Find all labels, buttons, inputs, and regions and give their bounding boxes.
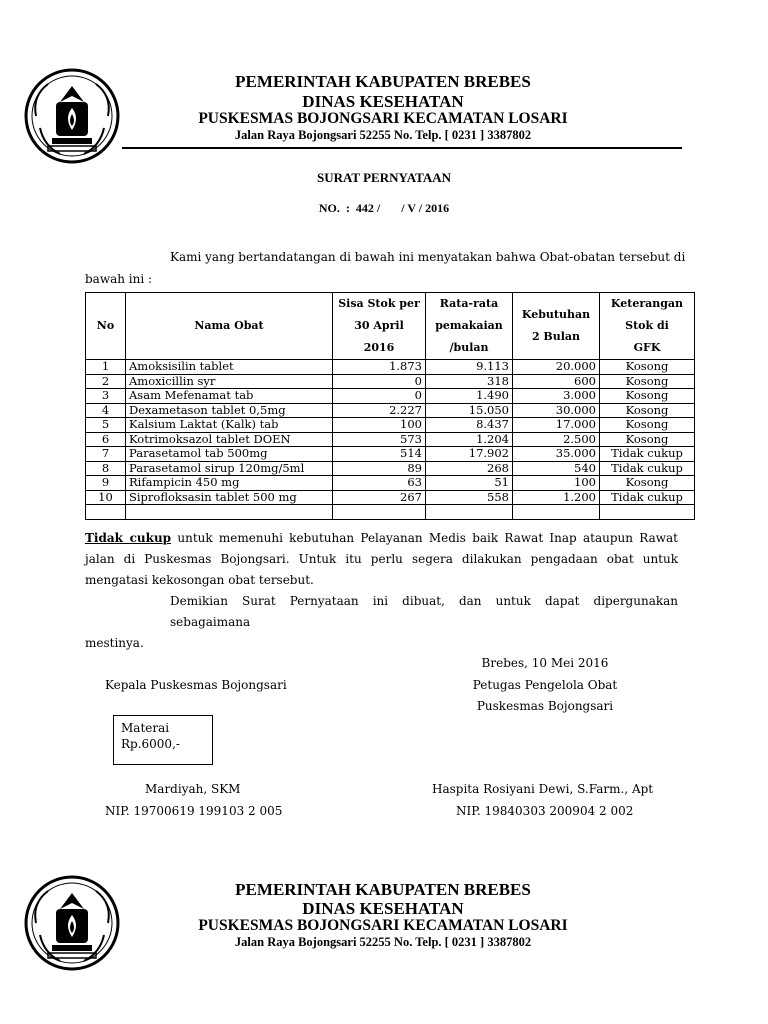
header-nama: Nama Obat: [126, 293, 333, 360]
cell-keb: 20.000: [513, 360, 600, 375]
left-signer-name: Mardiyah, SKM: [145, 782, 241, 796]
doc-number: NO. : 442 / / V / 2016: [318, 201, 450, 215]
tidak-cukup-lead: Tidak cukup: [85, 531, 172, 545]
kop-line-3: PUSKESMAS BOJONGSARI KECAMATAN LOSARI: [198, 917, 568, 934]
cell-keb: 30.000: [513, 403, 600, 418]
cell-rata: 268: [426, 461, 513, 476]
cell-ket: Kosong: [600, 360, 695, 375]
cell-nama: Rifampicin 450 mg: [126, 476, 333, 491]
kop-line-1: PEMERINTAH KABUPATEN BREBES: [235, 72, 531, 91]
cell-nama: Dexametason tablet 0,5mg: [126, 403, 333, 418]
cell-no: 6: [86, 432, 126, 447]
cell-rata: 318: [426, 374, 513, 389]
table-row: [86, 374, 695, 389]
cell-rata: 15.050: [426, 403, 513, 418]
kop-line-4: Jalan Raya Bojongsari 52255 No. Telp. [ 0231 ] 3387802: [234, 935, 532, 949]
left-signer-nip: NIP. 19700619 199103 2 005: [105, 804, 283, 818]
cell-rata: 558: [426, 490, 513, 505]
cell-keb: 17.000: [513, 418, 600, 433]
cell-empty: [426, 505, 513, 520]
cell-empty: [126, 505, 333, 520]
cell-nama: Kalsium Laktat (Kalk) tab: [126, 418, 333, 433]
cell-nama: Amoxicillin syr: [126, 374, 333, 389]
cell-ket: Kosong: [600, 403, 695, 418]
header-keterangan: Keterangan Stok di GFK: [600, 293, 695, 360]
table-row: [86, 360, 695, 375]
cell-sisa: 514: [333, 447, 426, 462]
header-rule: [122, 147, 682, 149]
table-body: [86, 360, 695, 520]
table-row: [86, 476, 695, 491]
cell-sisa: 267: [333, 490, 426, 505]
cell-keb: 35.000: [513, 447, 600, 462]
table-row-empty: [86, 505, 695, 520]
table-row: [86, 490, 695, 505]
cell-sisa: 0: [333, 389, 426, 404]
cell-ket: Kosong: [600, 476, 695, 491]
materai-box: [113, 715, 213, 765]
paragraph-1: Tidak cukup untuk memenuhi kebutuhan Pelayanan Medis baik Rawat Inap ataupun Rawat jalan di Puskesmas Bojongsari. Untuk itu perlu segera dilakukan pengadaan obat untuk mengatasi kekosongan obat tersebut.: [85, 528, 678, 591]
cell-no: 1: [86, 360, 126, 375]
paragraph-2: [85, 591, 678, 654]
cell-nama: Kotrimoksazol tablet DOEN: [126, 432, 333, 447]
cell-nama: Siprofloksasin tablet 500 mg: [126, 490, 333, 505]
cell-no: 5: [86, 418, 126, 433]
cell-empty: [513, 505, 600, 520]
kop-line-1: PEMERINTAH KABUPATEN BREBES: [235, 880, 531, 899]
cell-rata: 1.490: [426, 389, 513, 404]
paragraph-2-line-1: Demikian Surat Pernyataan ini dibuat, dan untuk dapat dipergunakan sebagaimana: [170, 594, 678, 629]
cell-rata: 9.113: [426, 360, 513, 375]
header-rata: Rata-rata pemakaian /bulan: [426, 293, 513, 360]
paragraph-1-line-2: jalan di Puskesmas Bojongsari. Untuk itu perlu segera dilakukan pengadaan obat untuk: [85, 552, 678, 566]
cell-sisa: 1.873: [333, 360, 426, 375]
table-header-row: [86, 293, 695, 360]
place-date: Brebes, 10 Mei 2016: [481, 656, 609, 670]
cell-no: 10: [86, 490, 126, 505]
cell-nama: Amoksisilin tablet: [126, 360, 333, 375]
materai-label: Materai: [121, 721, 170, 735]
right-signer-nip: NIP. 19840303 200904 2 002: [456, 804, 634, 818]
cell-nama: Parasetamol tab 500mg: [126, 447, 333, 462]
cell-sisa: 63: [333, 476, 426, 491]
cell-sisa: 2.227: [333, 403, 426, 418]
cell-nama: Parasetamol sirup 120mg/5ml: [126, 461, 333, 476]
cell-keb: 1.200: [513, 490, 600, 505]
cell-no: 3: [86, 389, 126, 404]
cell-no: 9: [86, 476, 126, 491]
right-signer-title-2: Puskesmas Bojongsari: [476, 699, 614, 713]
cell-empty: [333, 505, 426, 520]
table-row: [86, 432, 695, 447]
cell-ket: Kosong: [600, 418, 695, 433]
cell-rata: 51: [426, 476, 513, 491]
paragraph-1-line-3: mengatasi kekosongan obat tersebut.: [85, 573, 314, 587]
cell-keb: 2.500: [513, 432, 600, 447]
cell-rata: 17.902: [426, 447, 513, 462]
cell-sisa: 0: [333, 374, 426, 389]
cell-ket: Tidak cukup: [600, 490, 695, 505]
cell-sisa: 100: [333, 418, 426, 433]
right-signer-title-1: Petugas Pengelola Obat: [472, 678, 618, 692]
header-no: No: [86, 293, 126, 360]
cell-ket: Tidak cukup: [600, 447, 695, 462]
cell-keb: 100: [513, 476, 600, 491]
table-row: [86, 447, 695, 462]
right-signer-name: Haspita Rosiyani Dewi, S.Farm., Apt: [432, 782, 654, 796]
left-signer-title: Kepala Puskesmas Bojongsari: [105, 678, 287, 692]
table-row: [86, 461, 695, 476]
cell-no: 4: [86, 403, 126, 418]
kop-line-2: DINAS KESEHATAN: [302, 92, 464, 111]
materai-value: Rp.6000,-: [121, 737, 180, 751]
cell-nama: Asam Mefenamat tab: [126, 389, 333, 404]
table-row: [86, 418, 695, 433]
cell-keb: 3.000: [513, 389, 600, 404]
cell-sisa: 573: [333, 432, 426, 447]
cell-no: 2: [86, 374, 126, 389]
cell-keb: 600: [513, 374, 600, 389]
paragraph-2-line-2: mestinya.: [85, 636, 144, 650]
cell-ket: Tidak cukup: [600, 461, 695, 476]
doc-title: SURAT PERNYATAAN: [317, 170, 451, 185]
cell-empty: [86, 505, 126, 520]
kop-line-2: DINAS KESEHATAN: [302, 899, 464, 918]
header-sisa: Sisa Stok per 30 April 2016: [333, 293, 426, 360]
header-kebutuhan: Kebutuhan 2 Bulan: [513, 293, 600, 360]
intro-line-2: bawah ini :: [85, 272, 153, 286]
drug-table: [85, 292, 695, 520]
cell-no: 8: [86, 461, 126, 476]
intro-line-1: Kami yang bertandatangan di bawah ini menyatakan bahwa Obat-obatan tersebut di: [170, 250, 686, 264]
kop-line-4: Jalan Raya Bojongsari 52255 No. Telp. [ 0231 ] 3387802: [234, 128, 532, 142]
table-row: [86, 403, 695, 418]
cell-empty: [600, 505, 695, 520]
cell-rata: 8.437: [426, 418, 513, 433]
table-row: [86, 389, 695, 404]
cell-rata: 1.204: [426, 432, 513, 447]
kop-line-3: PUSKESMAS BOJONGSARI KECAMATAN LOSARI: [198, 110, 568, 127]
cell-no: 7: [86, 447, 126, 462]
cell-sisa: 89: [333, 461, 426, 476]
cell-ket: Kosong: [600, 389, 695, 404]
cell-ket: Kosong: [600, 432, 695, 447]
cell-keb: 540: [513, 461, 600, 476]
cell-ket: Kosong: [600, 374, 695, 389]
